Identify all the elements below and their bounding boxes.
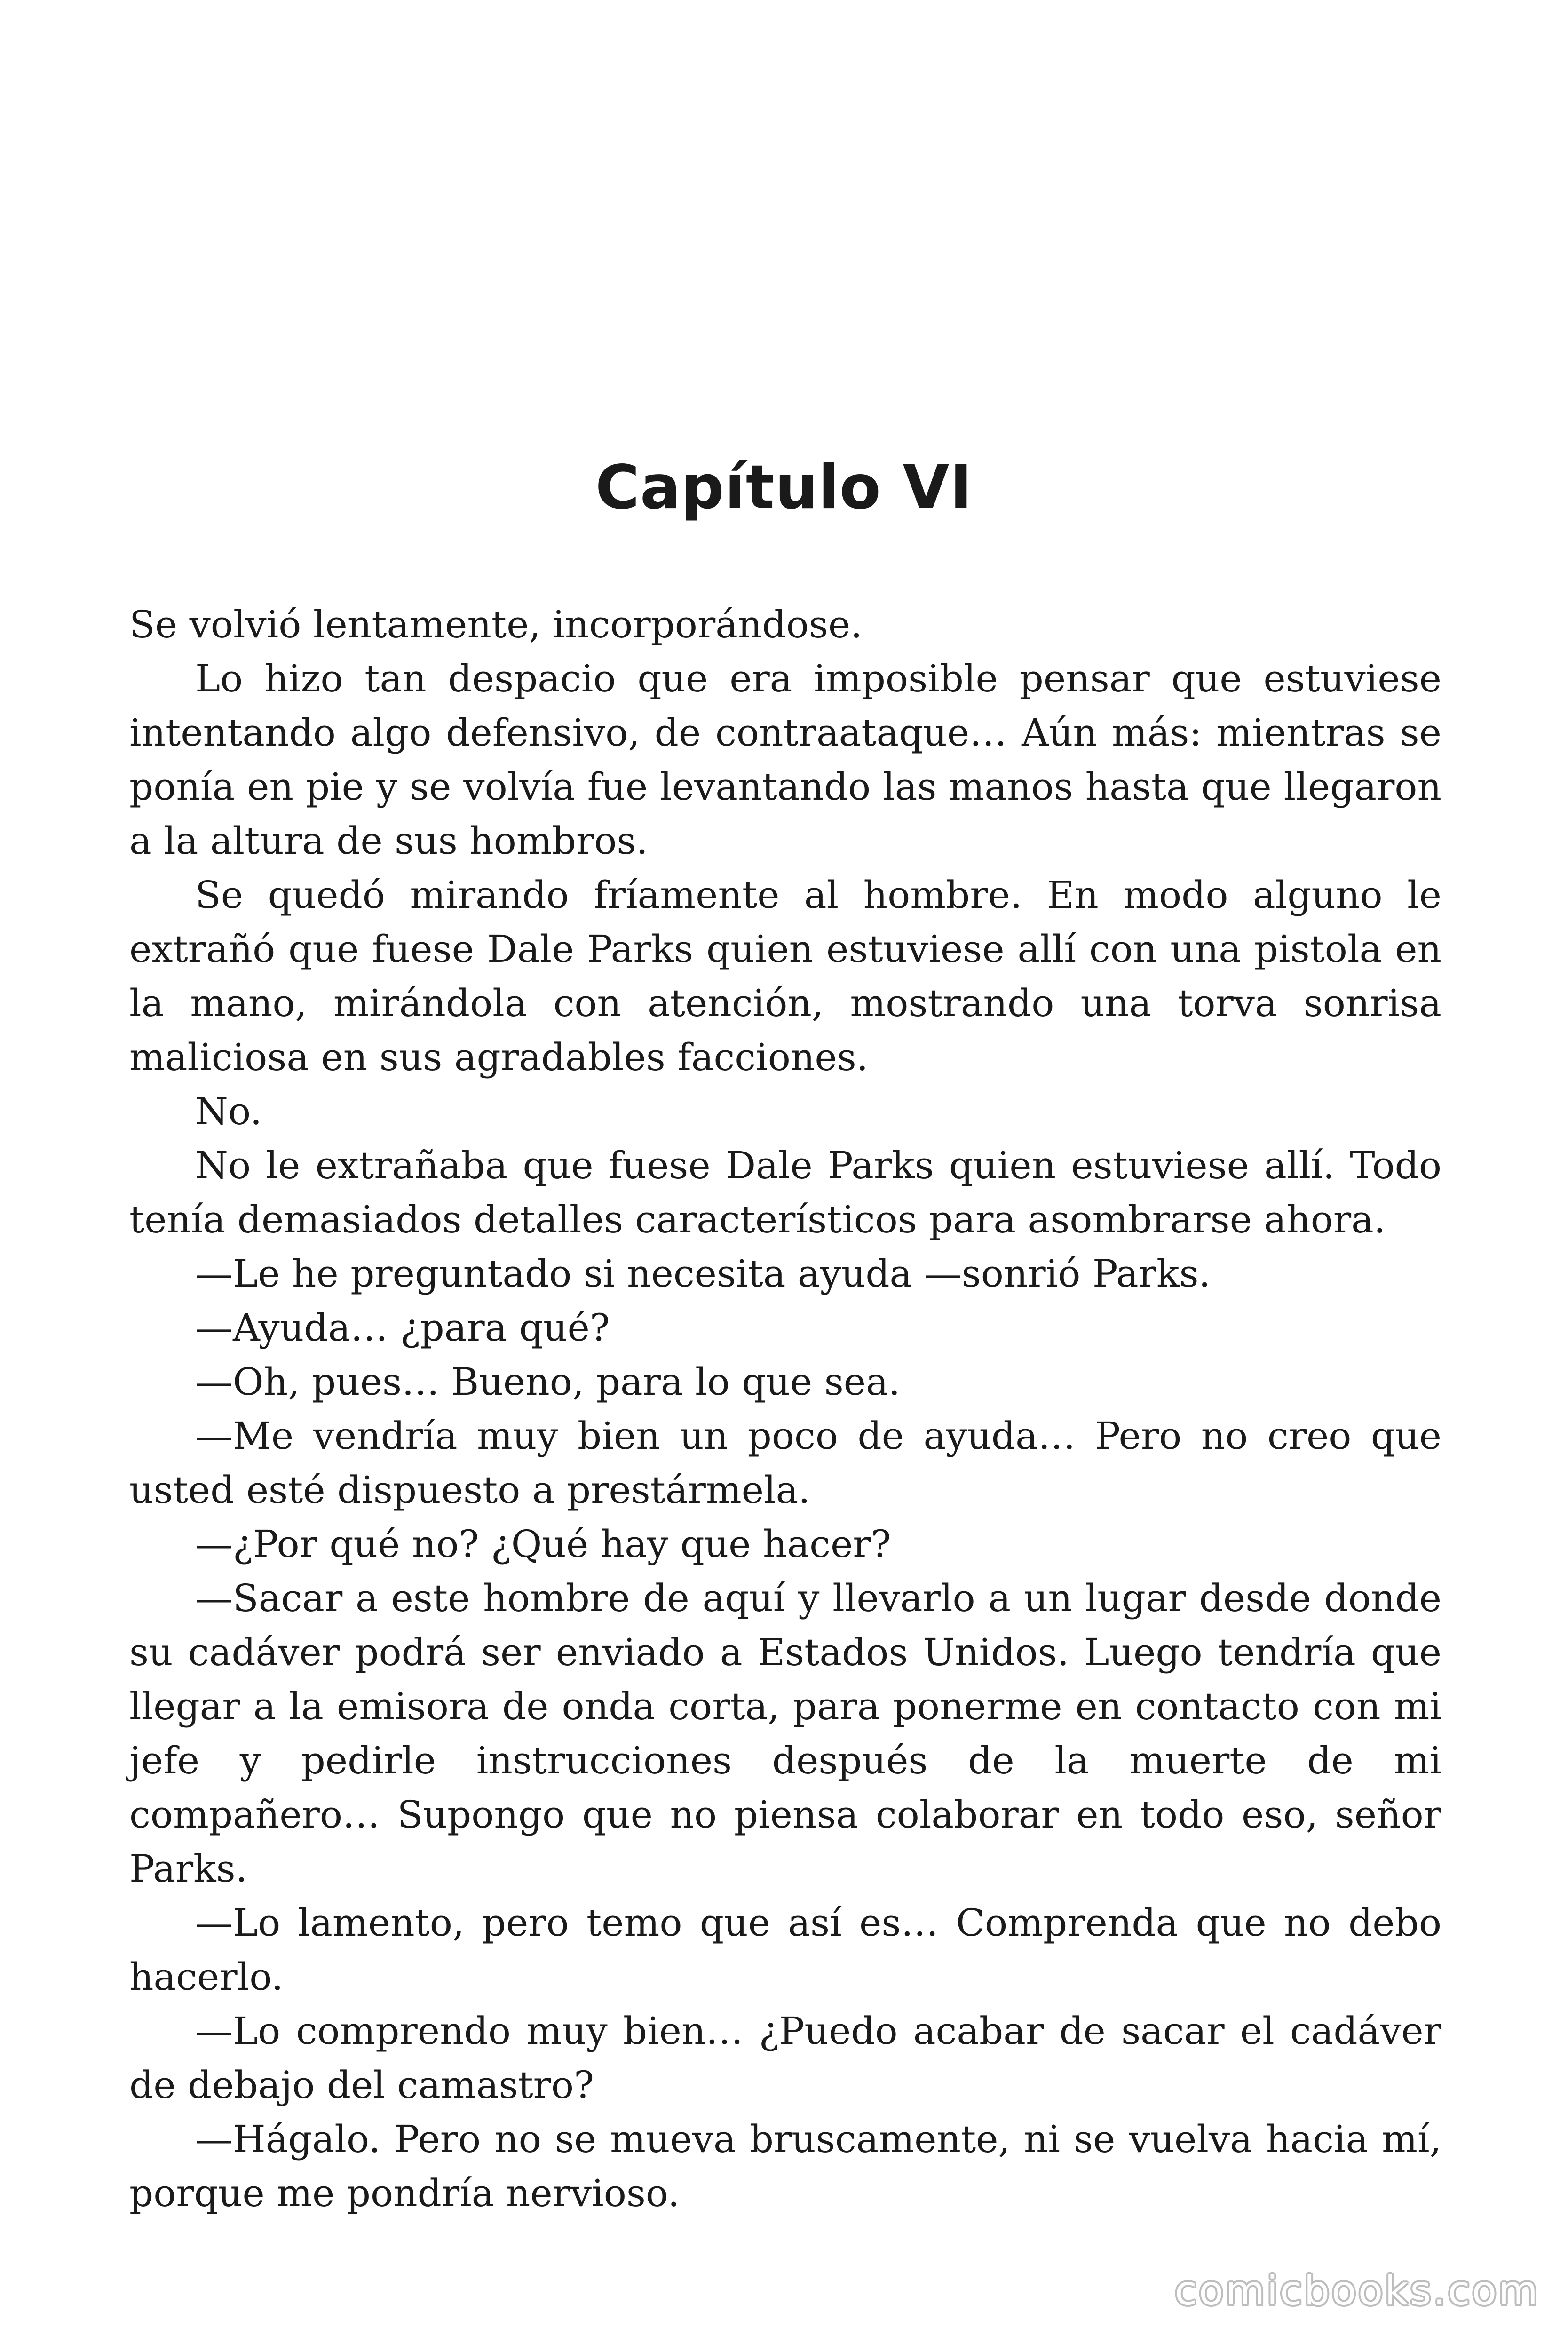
chapter-title: Capítulo VI	[595, 453, 973, 523]
paragraph-6: —Le he preguntado si necesita ayuda —sonrió Parks.	[195, 1252, 1211, 1295]
paragraph-5: No le extrañaba que fuese Dale Parks quien estuviese allí. Todo tenía demasiados detalles característicos para asombrarse ahora.	[129, 1144, 1441, 1241]
paragraph-2: Lo hizo tan despacio que era imposible pensar que estuviese intentando algo defensivo, de contraataque… Aún más: mientras se ponía en pie y se volvía fue levantando las manos hasta que llegaron a la altura de sus hombros.	[129, 657, 1441, 863]
paragraph-7: —Ayuda… ¿para qué?	[195, 1306, 610, 1350]
paragraph-9: —Me vendría muy bien un poco de ayuda… Pero no creo que usted esté dispuesto a prestármela.	[129, 1414, 1441, 1512]
paragraph-12: —Lo lamento, pero temo que así es… Comprenda que no debo hacerlo.	[129, 1901, 1441, 1999]
paragraph-4: No.	[195, 1089, 262, 1133]
paragraph-11: —Sacar a este hombre de aquí y llevarlo a un lugar desde donde su cadáver podrá ser enviado a Estados Unidos. Luego tendría que llegar a la emisora de onda corta, para ponerme en contacto con mi jefe y pedirle instrucciones después de la muerte de mi compañero… Supongo que no piensa colaborar en todo eso, señor Parks.	[129, 1576, 1441, 1891]
chapter-body	[129, 597, 1441, 2220]
paragraph-1: Se volvió lentamente, incorporándose.	[129, 603, 863, 646]
paragraph-10: —¿Por qué no? ¿Qué hay que hacer?	[195, 1522, 891, 1566]
paragraph-3: Se quedó mirando fríamente al hombre. En modo alguno le extrañó que fuese Dale Parks quien estuviese allí con una pistola en la mano, mirándola con atención, mostrando una torva sonrisa maliciosa en sus agradables facciones.	[129, 873, 1441, 1079]
paragraph-8: —Oh, pues… Bueno, para lo que sea.	[195, 1360, 901, 1404]
paragraph-14: —Hágalo. Pero no se mueva bruscamente, ni se vuelva hacia mí, porque me pondría nervioso.	[129, 2117, 1441, 2215]
paragraph-13: —Lo comprendo muy bien… ¿Puedo acabar de sacar el cadáver de debajo del camastro?	[129, 2009, 1441, 2107]
watermark: comicbooks.com	[1174, 2267, 1540, 2314]
